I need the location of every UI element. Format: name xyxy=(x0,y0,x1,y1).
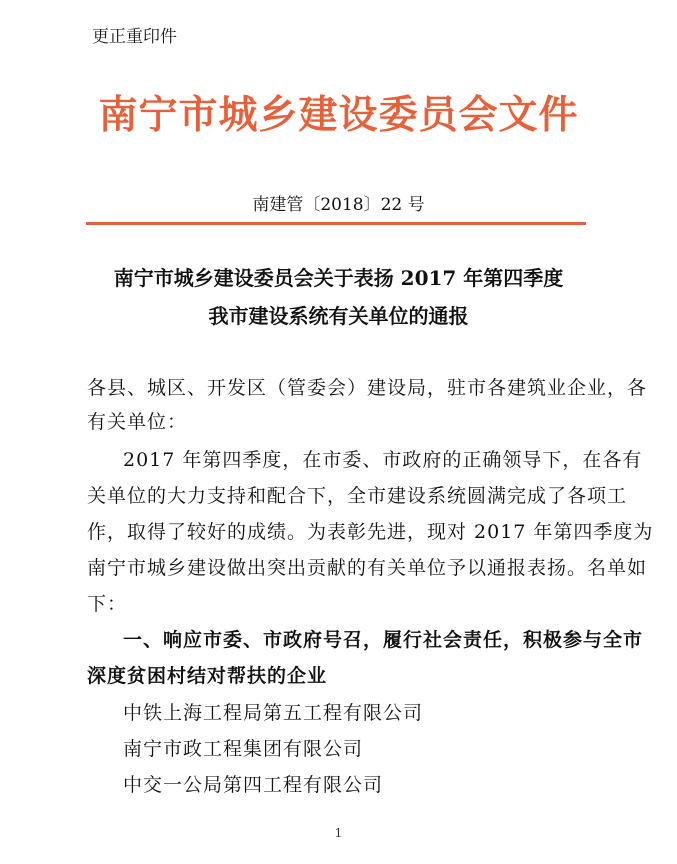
company-list-item: 中铁上海工程局第五工程有限公司 xyxy=(123,702,424,724)
document-header-title: 南宁市城乡建设委员会文件 xyxy=(98,92,579,138)
notice-title-line-2: 我市建设系统有关单位的通报 xyxy=(208,304,469,328)
body-line: 下： xyxy=(87,593,128,615)
body-line: 关单位的大力支持和配合下，全市建设系统圆满完成了各项工 xyxy=(87,485,628,507)
body-line: 各县、城区、开发区（管委会）建设局，驻市各建筑业企业，各 xyxy=(87,377,648,399)
body-line: 2017 年第四季度，在市委、市政府的正确领导下，在各有 xyxy=(123,449,643,471)
reprint-note: 更正重印件 xyxy=(92,27,177,47)
document-number: 南建管〔2018〕22 号 xyxy=(252,195,425,215)
header-divider-rule xyxy=(86,222,586,225)
body-line: 有关单位： xyxy=(87,411,188,433)
body-line: 南宁市城乡建设做出突出贡献的有关单位予以通报表扬。名单如 xyxy=(87,557,648,579)
notice-title-line-1: 南宁市城乡建设委员会关于表扬 2017 年第四季度 xyxy=(113,266,564,290)
company-list-item: 南宁市政工程集团有限公司 xyxy=(123,738,364,760)
page-number: 1 xyxy=(334,826,343,840)
section-heading-line: 一、响应市委、市政府号召，履行社会责任，积极参与全市 xyxy=(123,629,644,651)
section-heading-line: 深度贫困村结对帮扶的企业 xyxy=(87,665,328,687)
body-line: 作，取得了较好的成绩。为表彰先进，现对 2017 年第四季度为 xyxy=(87,521,654,543)
company-list-item: 中交一公局第四工程有限公司 xyxy=(123,774,384,796)
